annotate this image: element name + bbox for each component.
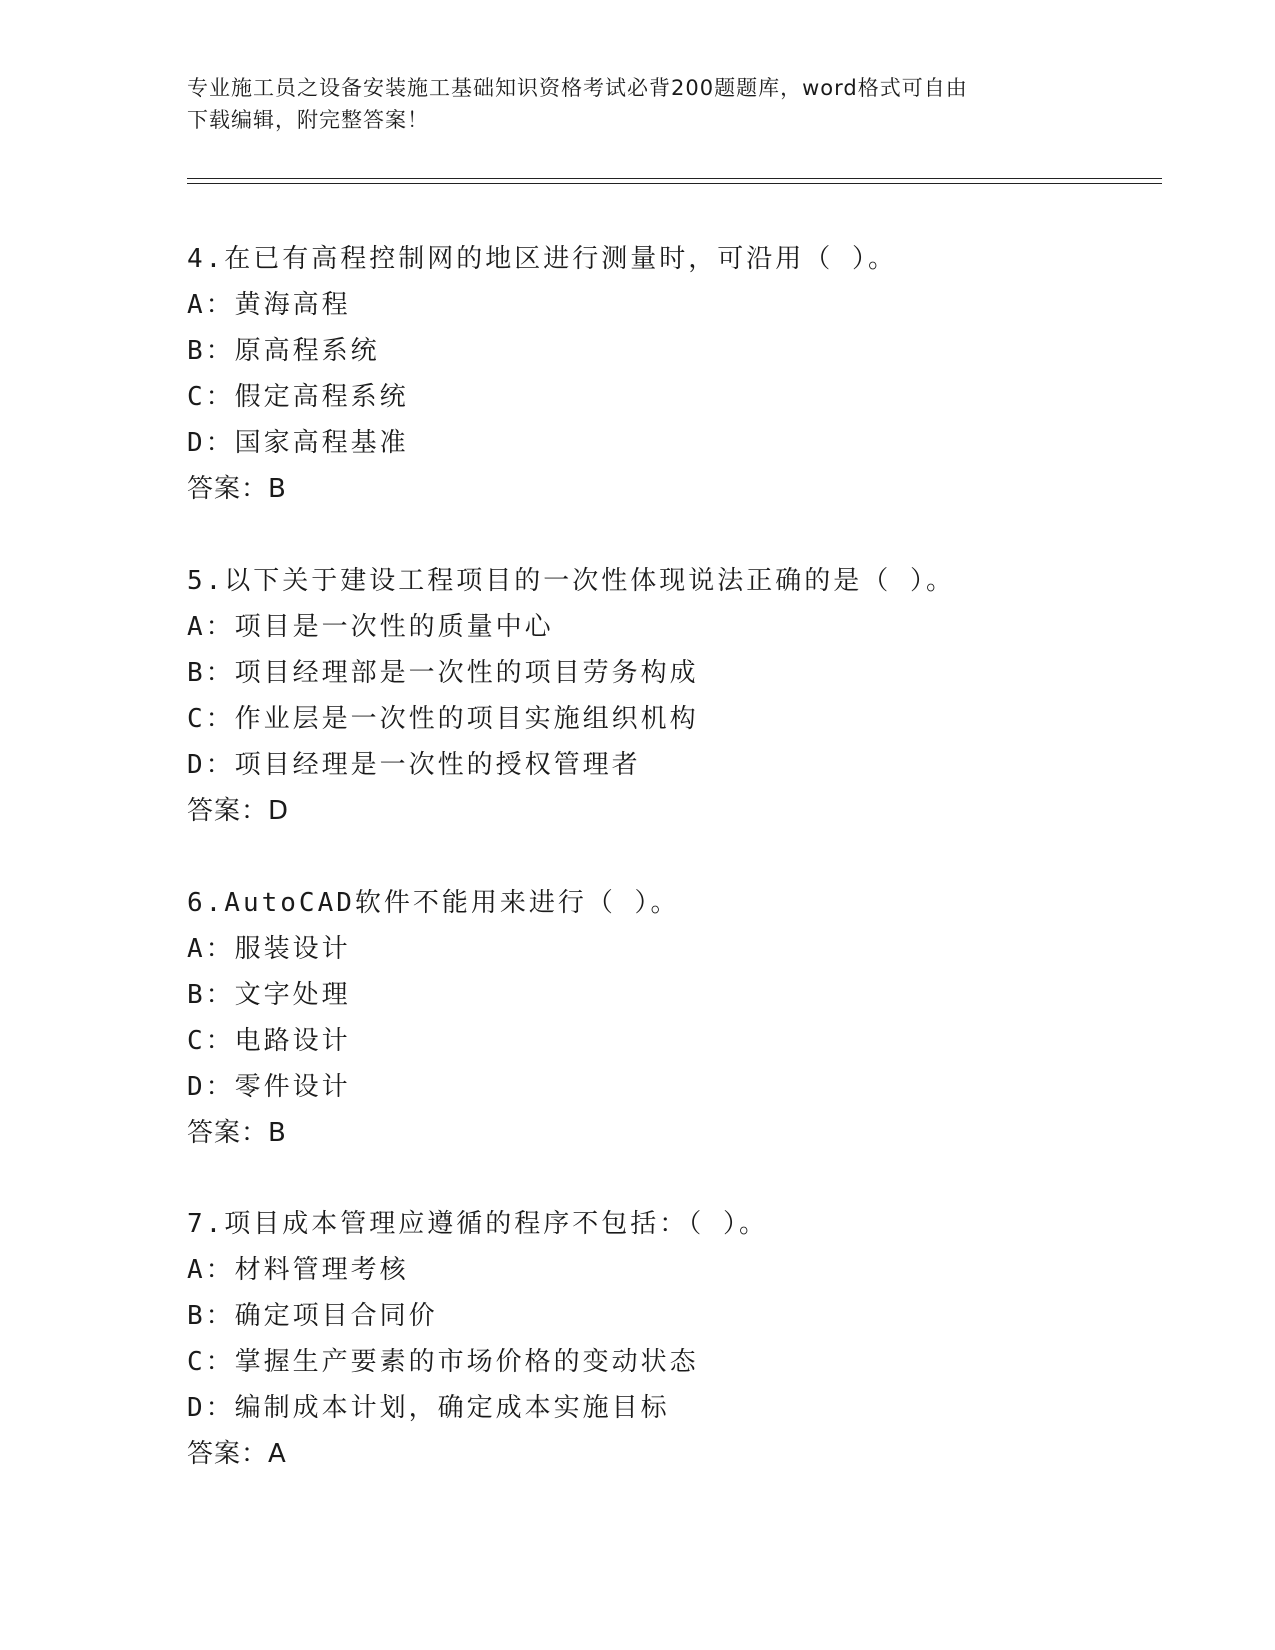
option-b: B：原高程系统: [187, 336, 380, 366]
option-c: C：假定高程系统: [187, 382, 409, 412]
option-d: D：零件设计: [187, 1072, 351, 1102]
question-stem: 4.在已有高程控制网的地区进行测量时，可沿用（ ）。: [187, 244, 897, 274]
document-header: [187, 72, 1067, 136]
option-c: C：作业层是一次性的项目实施组织机构: [187, 704, 699, 734]
option-b: B：项目经理部是一次性的项目劳务构成: [187, 658, 699, 688]
header-divider-top: [187, 178, 1162, 179]
option-a: A：服装设计: [187, 934, 351, 964]
header-line-1: 专业施工员之设备安装施工基础知识资格考试必背200题题库，word格式可自由: [187, 76, 968, 100]
option-d: D：国家高程基准: [187, 428, 409, 458]
option-d: D：项目经理是一次性的授权管理者: [187, 750, 641, 780]
option-a: A：黄海高程: [187, 290, 351, 320]
option-a: A：材料管理考核: [187, 1255, 409, 1285]
question-stem: 5.以下关于建设工程项目的一次性体现说法正确的是（ ）。: [187, 566, 955, 596]
option-a: A：项目是一次性的质量中心: [187, 612, 554, 642]
answer-label: 答案：B: [187, 474, 287, 504]
question-block: [187, 1201, 1187, 1477]
question-stem: 6.AutoCAD软件不能用来进行（ ）。: [187, 888, 680, 918]
option-b: B：文字处理: [187, 980, 351, 1010]
answer-label: 答案：D: [187, 796, 290, 826]
question-block: [187, 236, 1187, 512]
answer-label: 答案：A: [187, 1439, 287, 1469]
option-c: C：掌握生产要素的市场价格的变动状态: [187, 1347, 699, 1377]
header-divider-bottom: [187, 183, 1162, 184]
option-b: B：确定项目合同价: [187, 1301, 438, 1331]
question-block: [187, 880, 1187, 1156]
option-c: C：电路设计: [187, 1026, 351, 1056]
question-block: [187, 558, 1187, 834]
answer-label: 答案：B: [187, 1118, 287, 1148]
question-stem: 7.项目成本管理应遵循的程序不包括：（ ）。: [187, 1209, 768, 1239]
header-line-2: 下载编辑，附完整答案！: [187, 108, 429, 132]
option-d: D：编制成本计划，确定成本实施目标: [187, 1393, 670, 1423]
